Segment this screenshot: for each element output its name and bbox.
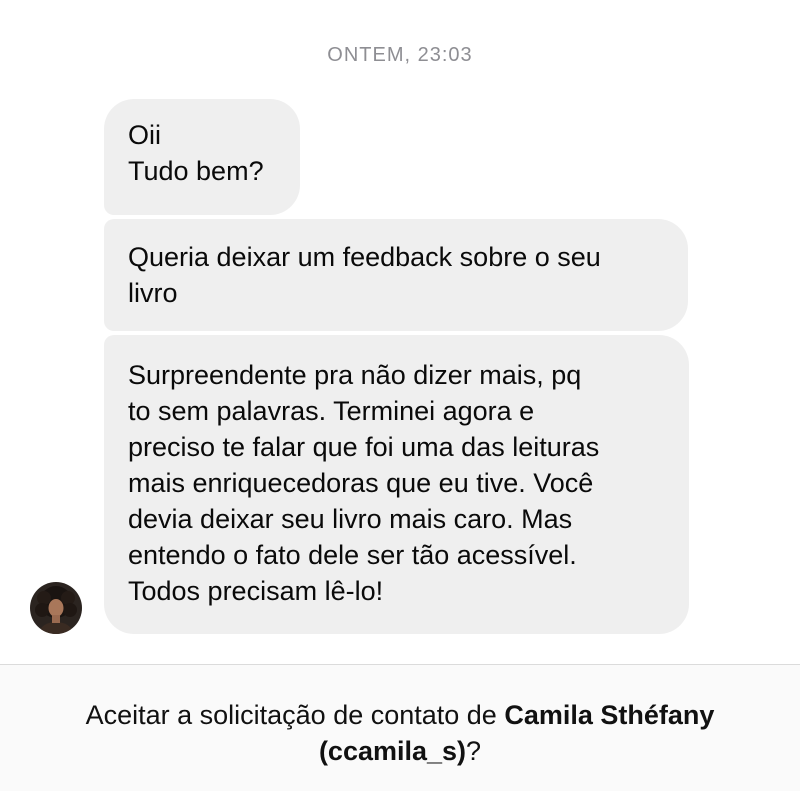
message-line: Queria deixar um feedback sobre o seu [128,242,601,272]
contact-request-prompt [0,664,800,791]
message-bubble[interactable] [104,219,688,331]
request-suffix: ? [466,736,482,766]
message-line: Tudo bem? [128,156,264,186]
message-bubble[interactable] [104,335,689,634]
message-line: Surpreendente pra não dizer mais, pq [128,360,582,390]
message-line: Oii [128,120,161,150]
message-bubble[interactable] [104,99,300,215]
requester-username: (ccamila_s) [318,736,467,766]
request-prefix: Aceitar a solicitação de contato de [85,700,505,730]
requester-name: Camila Sthéfany [504,700,715,730]
message-line: entendo o fato dele ser tão acessível. [128,540,577,570]
message-line: preciso te falar que foi uma das leituras [128,432,600,462]
message-line: Todos precisam lê-lo! [128,576,384,606]
message-line: mais enriquecedoras que eu tive. Você [128,468,594,498]
message-line: devia deixar seu livro mais caro. Mas [128,504,573,534]
sender-avatar[interactable] [30,582,82,634]
avatar-photo-icon [30,582,82,634]
message-timestamp: ONTEM, 23:03 [327,44,473,66]
message-line: livro [128,278,178,308]
message-line: to sem palavras. Terminei agora e [128,396,535,426]
